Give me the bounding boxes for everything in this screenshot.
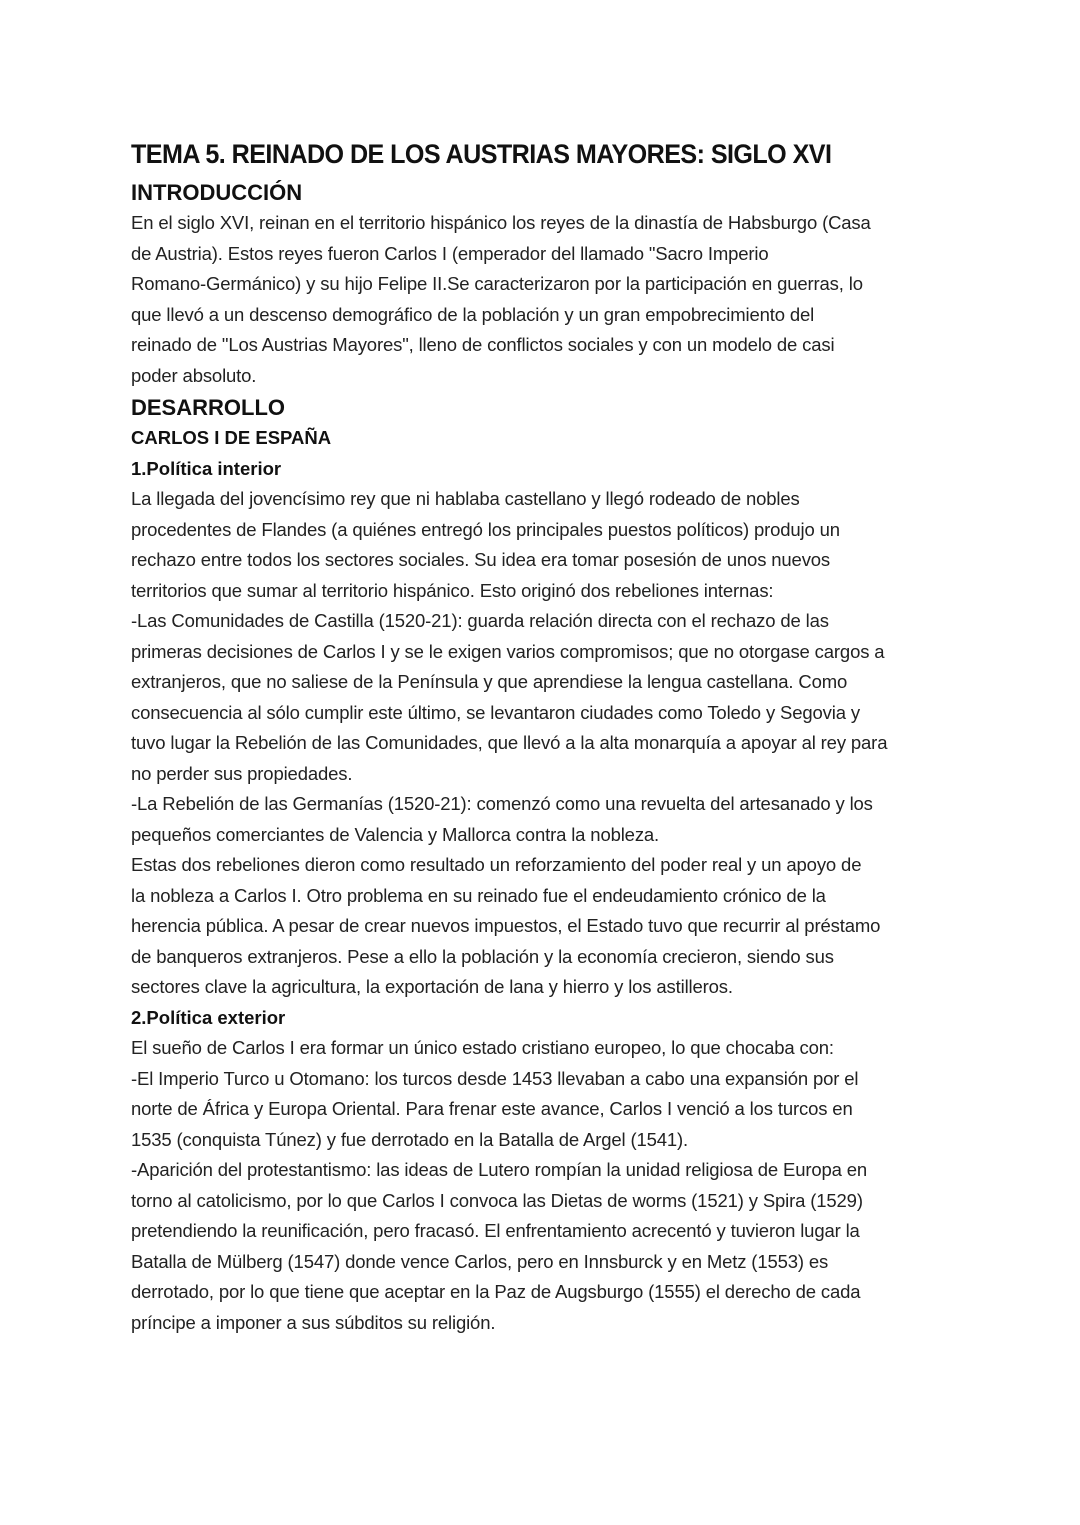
text-line: Batalla de Mülberg (1547) donde vence Carlos, pero en Innsburck y en Metz (1553) es bbox=[131, 1250, 829, 1272]
politica-exterior-paragraph bbox=[131, 1033, 961, 1338]
document-page bbox=[131, 136, 961, 1338]
text-line: -Las Comunidades de Castilla (1520-21): guarda relación directa con el rechazo de las bbox=[131, 610, 829, 631]
text-line: En el siglo XVI, reinan en el territorio hispánico los reyes de la dinastía de Habsburgo (Casa bbox=[131, 212, 871, 233]
text-line: extranjeros, que no saliese de la Península y que aprendiese la lengua castellana. Como bbox=[131, 671, 848, 692]
politica-interior-paragraph bbox=[131, 484, 961, 1003]
text-line: príncipe a imponer a sus súbditos su religión. bbox=[131, 1311, 496, 1333]
text-line: reinado de "Los Austrias Mayores", lleno de conflictos sociales y con un modelo de casi bbox=[131, 334, 835, 355]
text-line: no perder sus propiedades. bbox=[131, 762, 353, 784]
text-line: derrotado, por lo que tiene que aceptar en la Paz de Augsburgo (1555) el derecho de cada bbox=[131, 1281, 861, 1302]
text-line: territorios que sumar al territorio hispánico. Esto originó dos rebeliones internas: bbox=[131, 579, 774, 601]
text-line: herencia pública. A pesar de crear nuevos impuestos, el Estado tuvo que recurrir al préstamo bbox=[131, 915, 881, 936]
text-line: poder absoluto. bbox=[131, 364, 257, 386]
politica-exterior-heading: 2.Política exterior bbox=[131, 1006, 286, 1028]
text-line: consecuencia al sólo cumplir este último, se levantaron ciudades como Toledo y Segovia y bbox=[131, 701, 860, 723]
text-line: norte de África y Europa Oriental. Para frenar este avance, Carlos I venció a los turcos en bbox=[131, 1098, 853, 1119]
text-line: primeras decisiones de Carlos I y se le exigen varios compromisos; que no otorgase cargos a bbox=[131, 640, 885, 662]
intro-paragraph bbox=[131, 208, 961, 391]
text-line: -Aparición del protestantismo: las ideas de Lutero rompían la unidad religiosa de Europa en bbox=[131, 1159, 868, 1180]
text-line: El sueño de Carlos I era formar un único estado cristiano europeo, lo que chocaba con: bbox=[131, 1037, 834, 1058]
text-line: pequeños comerciantes de Valencia y Mallorca contra la nobleza. bbox=[131, 823, 660, 845]
text-line: de banqueros extranjeros. Pese a ello la población y la economía crecieron, siendo sus bbox=[131, 945, 834, 967]
text-line: Romano-Germánico) y su hijo Felipe II.Se caracterizaron por la participación en guerras, lo bbox=[131, 273, 863, 294]
text-line: sectores clave la agricultura, la exportación de lana y hierro y los astilleros. bbox=[131, 976, 733, 997]
text-line: que llevó a un descenso demográfico de la población y un gran empobrecimiento del bbox=[131, 303, 815, 325]
text-line: pretendiendo la reunificación, pero fracasó. El enfrentamiento acrecentó y tuvieron lugar la bbox=[131, 1220, 860, 1241]
text-line: tuvo lugar la Rebelión de las Comunidades, que llevó a la alta monarquía a apoyar al rey para bbox=[131, 732, 888, 753]
intro-heading: INTRODUCCIÓN bbox=[131, 180, 303, 205]
text-line: torno al catolicismo, por lo que Carlos I convoca las Dietas de worms (1521) y Spira (1529) bbox=[131, 1189, 863, 1211]
text-line: 1535 (conquista Túnez) y fue derrotado en la Batalla de Argel (1541). bbox=[131, 1128, 689, 1150]
text-line: -La Rebelión de las Germanías (1520-21): comenzó como una revuelta del artesanado y los bbox=[131, 793, 873, 814]
carlos-heading: CARLOS I DE ESPAÑA bbox=[131, 427, 332, 448]
text-line: -El Imperio Turco u Otomano: los turcos desde 1453 llevaban a cabo una expansión por el bbox=[131, 1067, 859, 1089]
text-line: de Austria). Estos reyes fueron Carlos I (emperador del llamado "Sacro Imperio bbox=[131, 242, 769, 264]
text-line: procedentes de Flandes (a quiénes entregó los principales puestos políticos) produjo un bbox=[131, 518, 840, 540]
text-line: La llegada del jovencísimo rey que ni hablaba castellano y llegó rodeado de nobles bbox=[131, 488, 800, 509]
text-line: rechazo entre todos los sectores sociales. Su idea era tomar posesión de unos nuevos bbox=[131, 549, 831, 570]
text-line: la nobleza a Carlos I. Otro problema en su reinado fue el endeudamiento crónico de la bbox=[131, 884, 826, 906]
desarrollo-heading: DESARROLLO bbox=[131, 395, 285, 420]
politica-interior-heading: 1.Política interior bbox=[131, 457, 282, 479]
text-line: Estas dos rebeliones dieron como resultado un reforzamiento del poder real y un apoyo de bbox=[131, 854, 862, 875]
document-title: TEMA 5. REINADO DE LOS AUSTRIAS MAYORES: SIGLO XVI bbox=[131, 139, 832, 169]
